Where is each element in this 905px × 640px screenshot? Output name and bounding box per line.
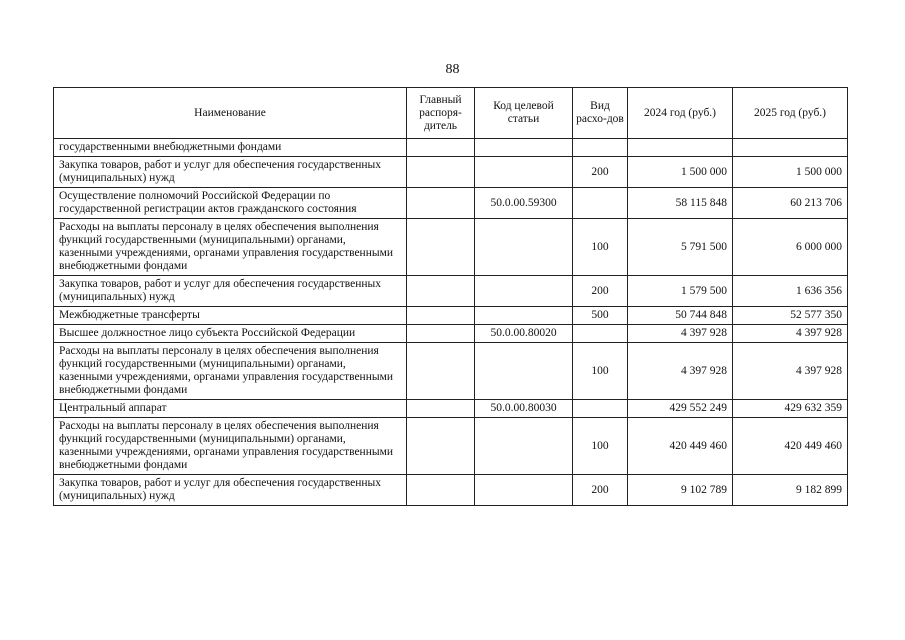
table-body [54, 139, 848, 506]
cell-year-2024: 420 449 460 [628, 418, 733, 475]
cell-expense-kind: 100 [573, 418, 628, 475]
table-row [54, 307, 848, 325]
cell-main-manager [407, 188, 475, 219]
cell-year-2024 [628, 139, 733, 157]
cell-year-2024: 5 791 500 [628, 219, 733, 276]
cell-expense-kind [573, 188, 628, 219]
cell-expense-kind: 100 [573, 343, 628, 400]
cell-name: Расходы на выплаты персоналу в целях обеспечения выполнения функций государственными (муниципальными) органами, казенными учреждениями, органами управления государственными внебюджетными фондами [54, 343, 407, 400]
cell-year-2024: 50 744 848 [628, 307, 733, 325]
cell-name: Межбюджетные трансферты [54, 307, 407, 325]
table-row [54, 219, 848, 276]
cell-target-code [475, 418, 573, 475]
header-main-manager: Главный распоря-дитель [407, 88, 475, 139]
cell-name: Высшее должностное лицо субъекта Российской Федерации [54, 325, 407, 343]
cell-expense-kind [573, 139, 628, 157]
cell-target-code [475, 219, 573, 276]
cell-year-2024: 1 500 000 [628, 157, 733, 188]
budget-table [53, 87, 848, 506]
cell-main-manager [407, 276, 475, 307]
cell-target-code: 50.0.00.59300 [475, 188, 573, 219]
cell-year-2024: 58 115 848 [628, 188, 733, 219]
cell-year-2025: 4 397 928 [733, 343, 848, 400]
cell-target-code [475, 276, 573, 307]
cell-expense-kind [573, 325, 628, 343]
header-expense-kind: Вид расхо-дов [573, 88, 628, 139]
cell-target-code [475, 343, 573, 400]
cell-expense-kind: 100 [573, 219, 628, 276]
cell-main-manager [407, 475, 475, 506]
cell-year-2025: 420 449 460 [733, 418, 848, 475]
cell-year-2024: 4 397 928 [628, 343, 733, 400]
table-header-row [54, 88, 848, 139]
cell-expense-kind [573, 400, 628, 418]
cell-name: Расходы на выплаты персоналу в целях обеспечения выполнения функций государственными (муниципальными) органами, казенными учреждениями, органами управления государственными внебюджетными фондами [54, 219, 407, 276]
cell-target-code [475, 157, 573, 188]
cell-name: Центральный аппарат [54, 400, 407, 418]
cell-target-code: 50.0.00.80020 [475, 325, 573, 343]
table-row [54, 157, 848, 188]
cell-target-code [475, 139, 573, 157]
table-row [54, 188, 848, 219]
cell-main-manager [407, 343, 475, 400]
cell-year-2025: 6 000 000 [733, 219, 848, 276]
cell-name: Закупка товаров, работ и услуг для обеспечения государственных (муниципальных) нужд [54, 276, 407, 307]
cell-main-manager [407, 400, 475, 418]
cell-target-code [475, 475, 573, 506]
cell-expense-kind: 500 [573, 307, 628, 325]
cell-name: Осуществление полномочий Российской Федерации по государственной регистрации актов гражданского состояния [54, 188, 407, 219]
table-row [54, 343, 848, 400]
header-target-code: Код целевой статьи [475, 88, 573, 139]
page-number: 88 [445, 62, 460, 77]
cell-main-manager [407, 418, 475, 475]
table-row [54, 276, 848, 307]
cell-year-2025: 9 182 899 [733, 475, 848, 506]
cell-year-2024: 1 579 500 [628, 276, 733, 307]
cell-name: Закупка товаров, работ и услуг для обеспечения государственных (муниципальных) нужд [54, 475, 407, 506]
header-year-2025: 2025 год (руб.) [733, 88, 848, 139]
cell-expense-kind: 200 [573, 276, 628, 307]
cell-year-2025 [733, 139, 848, 157]
cell-year-2025: 429 632 359 [733, 400, 848, 418]
cell-year-2024: 429 552 249 [628, 400, 733, 418]
cell-year-2025: 52 577 350 [733, 307, 848, 325]
cell-year-2024: 9 102 789 [628, 475, 733, 506]
cell-year-2024: 4 397 928 [628, 325, 733, 343]
cell-year-2025: 1 636 356 [733, 276, 848, 307]
table-row [54, 139, 848, 157]
cell-name: государственными внебюджетными фондами [54, 139, 407, 157]
cell-target-code [475, 307, 573, 325]
cell-expense-kind: 200 [573, 157, 628, 188]
header-name: Наименование [54, 88, 407, 139]
header-year-2024: 2024 год (руб.) [628, 88, 733, 139]
cell-name: Расходы на выплаты персоналу в целях обеспечения выполнения функций государственными (муниципальными) органами, казенными учреждениями, органами управления государственными внебюджетными фондами [54, 418, 407, 475]
cell-year-2025: 60 213 706 [733, 188, 848, 219]
cell-main-manager [407, 219, 475, 276]
cell-target-code: 50.0.00.80030 [475, 400, 573, 418]
cell-expense-kind: 200 [573, 475, 628, 506]
cell-main-manager [407, 325, 475, 343]
table-row [54, 400, 848, 418]
cell-name: Закупка товаров, работ и услуг для обеспечения государственных (муниципальных) нужд [54, 157, 407, 188]
cell-main-manager [407, 157, 475, 188]
cell-year-2025: 4 397 928 [733, 325, 848, 343]
cell-main-manager [407, 139, 475, 157]
table-row [54, 418, 848, 475]
cell-main-manager [407, 307, 475, 325]
table-row [54, 325, 848, 343]
cell-year-2025: 1 500 000 [733, 157, 848, 188]
table-row [54, 475, 848, 506]
